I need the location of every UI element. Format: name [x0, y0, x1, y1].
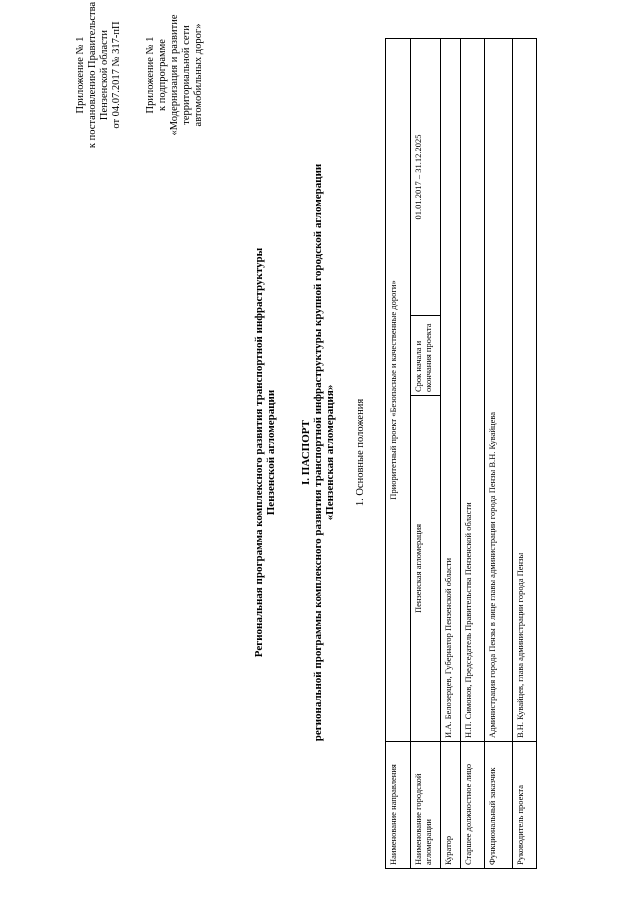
passport-title-line: I. ПАСПОРТ — [300, 420, 312, 485]
term-label: Срок начала и окончания проекта — [411, 316, 441, 396]
table-row — [461, 38, 485, 868]
appendix-sub — [145, 5, 205, 145]
appendix-main-line: к постановлению Правительства — [87, 1, 98, 149]
row-value: В.Н. Кувайцев, глава администрации города Пензы — [513, 38, 537, 741]
appendix-sub-line: автомобильных дорог» — [193, 23, 204, 127]
row-label: Наименование городской агломерации — [411, 742, 441, 869]
appendix-sub-line: территориальной сети — [181, 25, 192, 125]
table-row — [441, 38, 461, 868]
row-label: Функциональный заказчик — [485, 742, 513, 869]
row-value: Администрация города Пензы в лице главы администрации города Пензы В.Н. Кувайцева — [485, 38, 513, 741]
section-heading: 1. Основные положения — [355, 398, 366, 507]
passport-table — [385, 38, 537, 869]
appendix-main-line: Пензенской области — [99, 29, 110, 121]
program-title — [253, 0, 277, 905]
row-value: Пензенская агломерация — [411, 396, 441, 742]
program-title-line: Региональная программа комплексного развития транспортной инфраструктуры — [253, 247, 265, 658]
table-row — [513, 38, 537, 868]
appendix-main-line: от 04.07.2017 № 317-пП — [111, 21, 122, 129]
appendix-sub-line: Приложение № 1 — [145, 36, 156, 114]
table-row — [386, 38, 411, 868]
row-label: Руководитель проекта — [513, 742, 537, 869]
table-row — [485, 38, 513, 868]
passport-title-line: «Пензенская агломерация» — [324, 384, 336, 521]
row-label: Наименование направления — [386, 742, 411, 869]
table-row — [411, 38, 441, 868]
row-label: Куратор — [441, 742, 461, 869]
row-label: Старшее должностное лицо — [461, 742, 485, 869]
appendix-sub-line: «Модернизация и развитие — [169, 14, 180, 136]
appendix-main-line: Приложение № 1 — [75, 36, 86, 114]
appendix-main — [75, 0, 123, 155]
row-value: И.А. Белозерцев, Губернатор Пензенской области — [441, 38, 461, 741]
appendix-sub-line: к подпрограмме — [157, 39, 168, 111]
row-value: Приоритетный проект «Безопасные и качественные дороги» — [386, 38, 411, 741]
passport-title-line: региональной программы комплексного развития транспортной инфраструктуры крупной городской агломерации — [312, 163, 324, 742]
passport-title — [300, 0, 336, 905]
term-value: 01.01.2017 – 31.12.2025 — [411, 38, 441, 315]
program-title-line: Пензенской агломерации — [265, 389, 277, 516]
row-value: Н.П. Симонов, Председатель Правительства Пензенской области — [461, 38, 485, 741]
